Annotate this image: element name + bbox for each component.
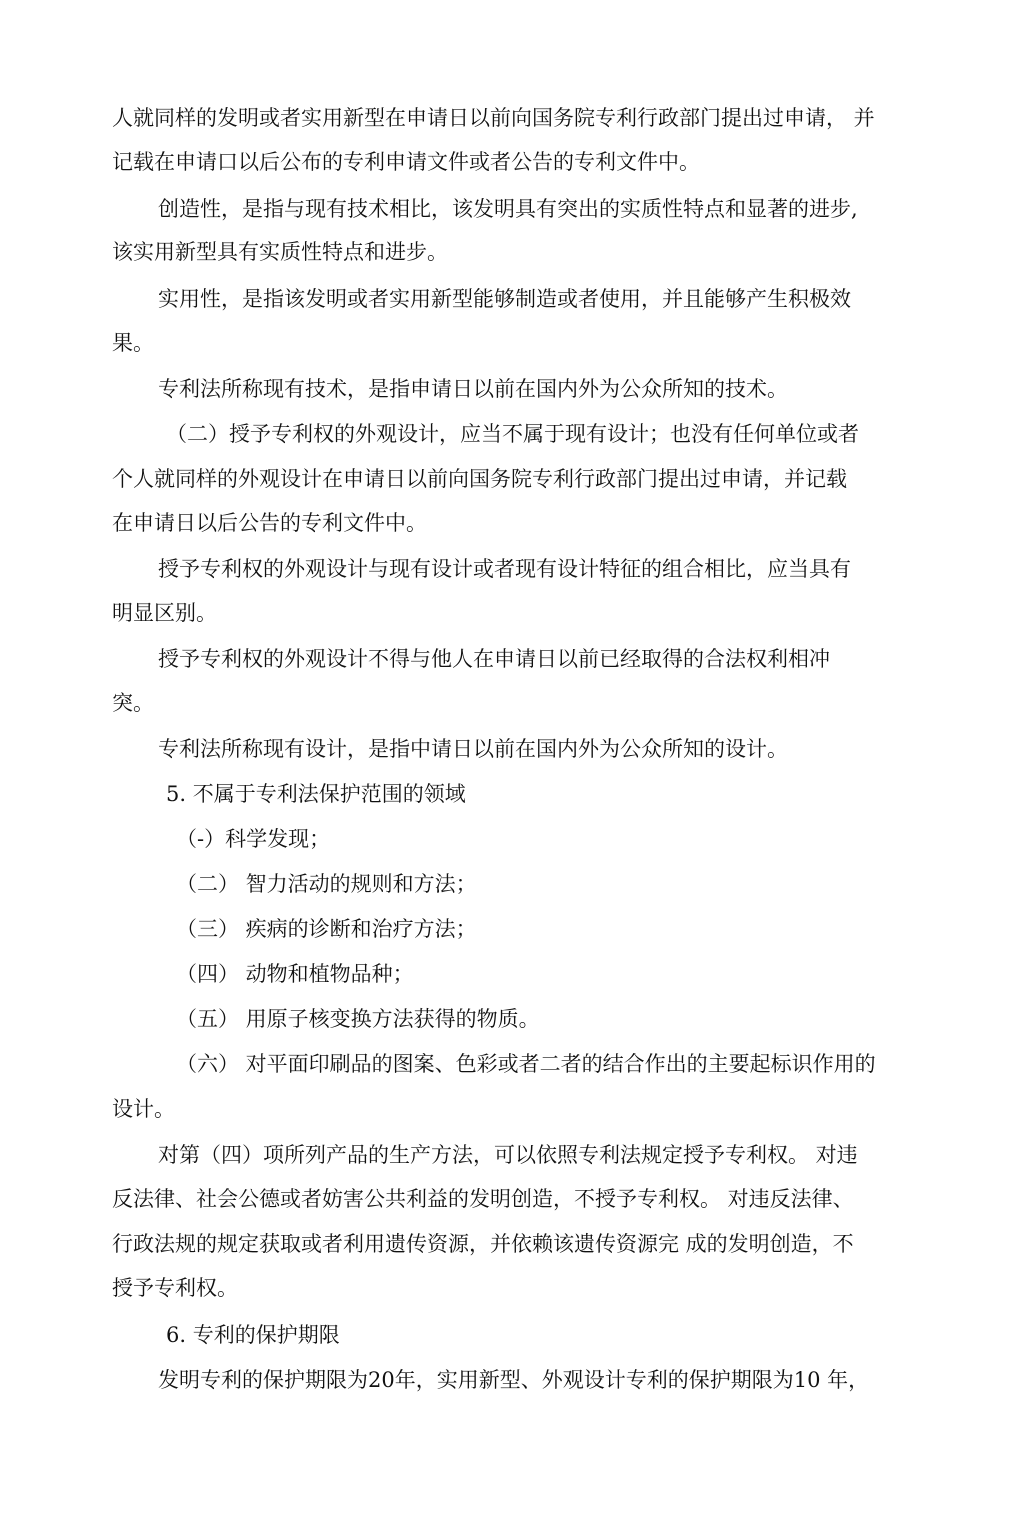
section-heading: 6. 专利的保护期限 bbox=[166, 1323, 340, 1347]
text-line: 专利法所称现有设计，是指中请日以前在国内外为公众所知的设计。 bbox=[158, 737, 788, 761]
section-heading: 5. 不属于专利法保护范围的领域 bbox=[166, 782, 466, 806]
text-line: 在申请日以后公告的专利文件中。 bbox=[112, 511, 427, 535]
text-line: 授予专利权。 bbox=[112, 1276, 238, 1300]
list-item: （三） 疾病的诊断和治疗方法； bbox=[176, 917, 477, 941]
text-line: 该实用新型具有实质性特点和进步。 bbox=[112, 240, 448, 264]
list-item: （-）科学发现； bbox=[176, 827, 331, 851]
text-line: 授予专利权的外观设计与现有设计或者现有设计特征的组合相比，应当具有 bbox=[158, 557, 851, 581]
text-line: 记载在申请口以后公布的专利申请文件或者公告的专利文件中。 bbox=[112, 150, 700, 174]
text-line: 反法律、社会公德或者妨害公共利益的发明创造，不授予专利权。 对违反法律、 bbox=[112, 1187, 854, 1211]
text-line: 行政法规的规定获取或者利用遗传资源，并依赖该遗传资源完 成的发明创造，不 bbox=[112, 1232, 854, 1256]
text-line: 果。 bbox=[112, 331, 154, 355]
list-item: （五） 用原子核变换方法获得的物质。 bbox=[176, 1007, 540, 1031]
text-line: 创造性，是指与现有技术相比，该发明具有突出的实质性特点和显著的进步, bbox=[158, 197, 858, 221]
text-line: 明显区别。 bbox=[112, 601, 217, 625]
text-line: （二）授予专利权的外观设计，应当不属于现有设计；也没有任何单位或者 bbox=[166, 422, 859, 446]
text-line: 人就同样的发明或者实用新型在申请日以前向国务院专利行政部门提出过申请， 并 bbox=[112, 106, 875, 130]
list-item: （六） 对平面印刷品的图案、色彩或者二者的结合作出的主要起标识作用的 bbox=[176, 1052, 876, 1076]
text-line: 突。 bbox=[112, 691, 154, 715]
text-line: 对第（四）项所列产品的生产方法，可以依照专利法规定授予专利权。 对违 bbox=[158, 1143, 858, 1167]
text-line: 专利法所称现有技术，是指申请日以前在国内外为公众所知的技术。 bbox=[158, 377, 788, 401]
list-item: （四） 动物和植物品种； bbox=[176, 962, 414, 986]
text-line: 个人就同样的外观设计在申请日以前向国务院专利行政部门提出过申请，并记载 bbox=[112, 467, 847, 491]
text-line: 授予专利权的外观设计不得与他人在申请日以前已经取得的合法权利相冲 bbox=[158, 647, 830, 671]
text-line: 设计。 bbox=[112, 1097, 175, 1121]
text-line: 实用性，是指该发明或者实用新型能够制造或者使用，并且能够产生积极效 bbox=[158, 287, 851, 311]
list-item: （二） 智力活动的规则和方法； bbox=[176, 872, 477, 896]
text-line: 发明专利的保护期限为20年，实用新型、外观设计专利的保护期限为10 年， bbox=[158, 1368, 870, 1392]
